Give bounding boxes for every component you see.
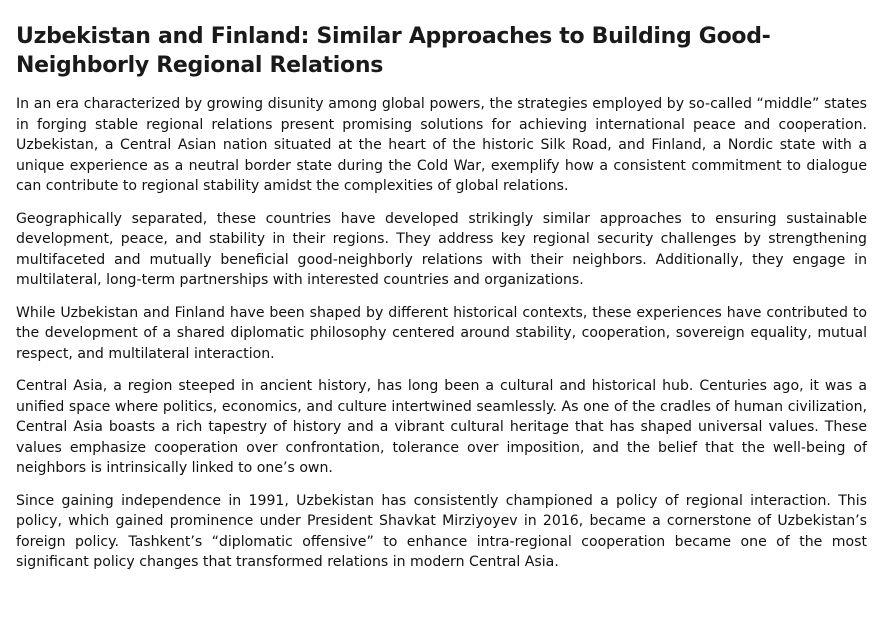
article-paragraph-3: While Uzbekistan and Finland have been shaped by different historical contexts, these experiences have contributed to the development of a shared diplomatic philosophy centered around stability, cooperation, sovereign equality, mutual respect, and multilateral interaction. bbox=[16, 304, 867, 362]
article-title: Uzbekistan and Finland: Similar Approaches to Building Good-Neighborly Regional Relations bbox=[16, 24, 771, 78]
article-paragraph-5: Since gaining independence in 1991, Uzbekistan has consistently championed a policy of regional interaction. This policy, which gained prominence under President Shavkat Mirziyoyev in 2016, became a cornerstone of Uzbekistan’s foreign policy. Tashkent’s “diplomatic offensive” to enhance intra-regional cooperation became one of the most significant policy changes that transformed relations in modern Central Asia. bbox=[16, 492, 867, 570]
article-paragraph-1: In an era characterized by growing disunity among global powers, the strategies employed by so-called “middle” states in forging stable regional relations present promising solutions for achieving international peace and cooperation. Uzbekistan, a Central Asian nation situated at the heart of the historic Silk Road, and Finland, a Nordic state with a unique experience as a neutral border state during the Cold War, exemplify how a consistent commitment to dialogue can contribute to regional stability amidst the complexities of global relations. bbox=[16, 96, 867, 194]
article-paragraph-4: Central Asia, a region steeped in ancient history, has long been a cultural and historical hub. Centuries ago, it was a unified space where politics, economics, and culture intertwined seamlessly. As one of the cradles of human civilization, Central Asia boasts a rich tapestry of history and a vibrant cultural heritage that has shaped universal values. These values emphasize cooperation over confrontation, tolerance over imposition, and the belief that the well-being of neighbors is intrinsically linked to one’s own. bbox=[16, 378, 867, 476]
article-paragraph-2: Geographically separated, these countries have developed strikingly similar approaches to ensuring sustainable development, peace, and stability in their regions. They address key regional security challenges by strengthening multifaceted and mutually beneficial good-neighborly relations with their neighbors. Additionally, they engage in multilateral, long-term partnerships with interested countries and organizations. bbox=[16, 210, 867, 288]
